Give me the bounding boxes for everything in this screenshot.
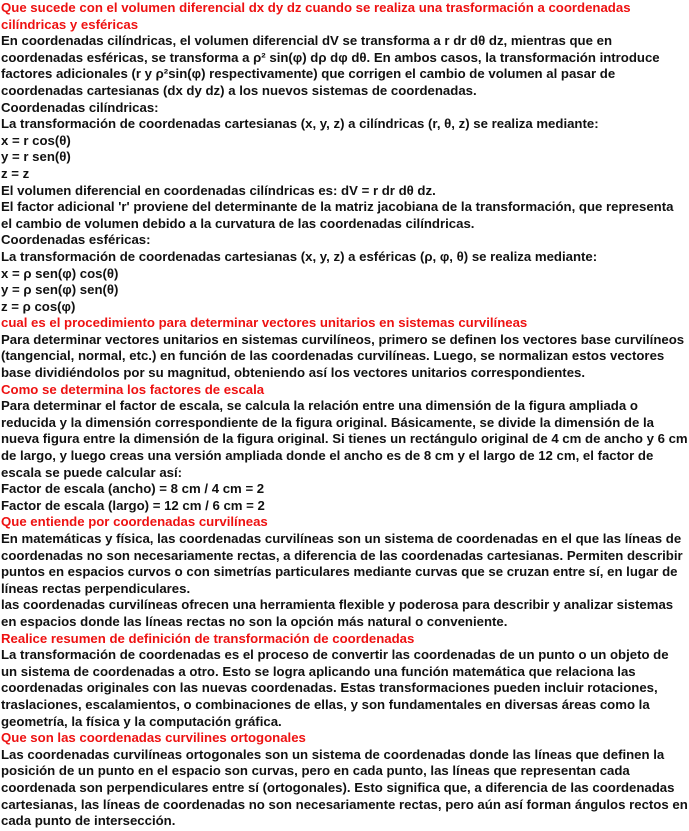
subheading: Coordenadas cilíndricas: <box>1 99 159 115</box>
paragraph: El factor adicional 'r' proviene del determinante de la matriz jacobiana de la transformación, que representa el cambio de volumen debido a la curvatura de las coordenadas cilíndricas. <box>1 199 674 231</box>
paragraph: Para determinar el factor de escala, se calcula la relación entre una dimensión de la figura ampliada o reducida y la dimensión correspondiente de la figura original. Básicamente, se divide la dimensión de la nueva figura entre la dimensión de la figura original. Si tienes un rectángulo original de 4 cm de ancho y 6 cm de largo, y luego creas una versión ampliada donde el ancho es de 8 cm y el largo de 12 cm, el factor de escala se puede calcular así: <box>1 398 688 480</box>
section-heading: Que sucede con el volumen diferencial dx dy dz cuando se realiza una trasformación a coordenadas cilíndricas y esféricas <box>1 0 631 32</box>
equation-line: Factor de escala (largo) = 12 cm / 6 cm = 2 <box>1 497 265 513</box>
paragraph: Para determinar vectores unitarios en sistemas curvilíneos, primero se definen los vectores base curvilíneos (tangencial, normal, etc.) en función de las coordenadas curvilíneas. Luego, se normalizan estos vectores base dividiéndolos por su magnitud, obteniendo así los vectores unitarios correspondientes. <box>1 331 685 381</box>
section-heading: cual es el procedimiento para determinar vectores unitarios en sistemas curvilíneas <box>1 315 528 331</box>
paragraph: En matemáticas y física, las coordenadas curvilíneas son un sistema de coordenadas en el que las líneas de coordenadas no son necesariamente rectas, a diferencia de las coordenadas cartesianas. Permiten describir puntos en espacios curvos o con simetrías particulares mediante curvas que se cruzan entre sí, en lugar de líneas rectas perpendiculares. <box>1 531 683 596</box>
paragraph: La transformación de coordenadas cartesianas (x, y, z) a esféricas (ρ, φ, θ) se realiza mediante: <box>1 248 598 264</box>
section-heading: Que son las coordenadas curvilines ortogonales <box>1 730 306 746</box>
section-heading: Como se determina los factores de escala <box>1 381 265 397</box>
paragraph: La transformación de coordenadas cartesianas (x, y, z) a cilíndricas (r, θ, z) se realiza mediante: <box>1 116 599 132</box>
equation-line: y = ρ sen(φ) sen(θ) <box>1 282 119 298</box>
paragraph: El volumen diferencial en coordenadas cilíndricas es: dV = r dr dθ dz. <box>1 182 436 198</box>
equation-line: y = r sen(θ) <box>1 149 71 165</box>
paragraph: las coordenadas curvilíneas ofrecen una herramienta flexible y poderosa para describir y analizar sistemas en espacios donde las líneas rectas no son la opción más natural o conveniente. <box>1 597 674 629</box>
paragraph: La transformación de coordenadas es el proceso de convertir las coordenadas de un punto o un objeto de un sistema de coordenadas a otro. Esto se logra aplicando una función matemática que relaciona las coordenadas originales con las nuevas coordenadas. Estas transformaciones pueden incluir rotaciones, traslaciones, escalamientos, o combinaciones de ellas, y son fundamentales en diversas áreas como la geometría, la física y la computación gráfica. <box>1 647 669 729</box>
paragraph: En coordenadas cilíndricas, el volumen diferencial dV se transforma a r dr dθ dz, mientras que en coordenadas esféricas, se transforma a ρ² sin(φ) dρ dφ dθ. En ambos casos, la transformación introduce factores adicionales (r y ρ²sin(φ) respectivamente) que corrigen el cambio de volumen al pasar de coordenadas cartesianas (dx dy dz) a los nuevos sistemas de coordenadas. <box>1 33 660 98</box>
subheading: Coordenadas esféricas: <box>1 232 151 248</box>
equation-line: z = ρ cos(φ) <box>1 298 76 314</box>
section-heading: Que entiende por coordenadas curvilíneas <box>1 514 268 530</box>
equation-line: Factor de escala (ancho) = 8 cm / 4 cm = 2 <box>1 481 265 497</box>
equation-line: z = z <box>1 165 30 181</box>
equation-line: x = r cos(θ) <box>1 132 71 148</box>
section-heading: Realice resumen de definición de transformación de coordenadas <box>1 630 415 646</box>
equation-line: x = ρ sen(φ) cos(θ) <box>1 265 119 281</box>
paragraph: Las coordenadas curvilíneas ortogonales son un sistema de coordenadas donde las líneas que definen la posición de un punto en el espacio son curvas, pero en cada punto, las líneas que representan cada coordenada son perpendiculares entre sí (ortogonales). Esto significa que, a diferencia de las coordenadas cartesianas, las líneas de coordenadas no son necesariamente rectas, pero aún así forman ángulos rectos en cada punto de intersección. <box>1 746 688 829</box>
